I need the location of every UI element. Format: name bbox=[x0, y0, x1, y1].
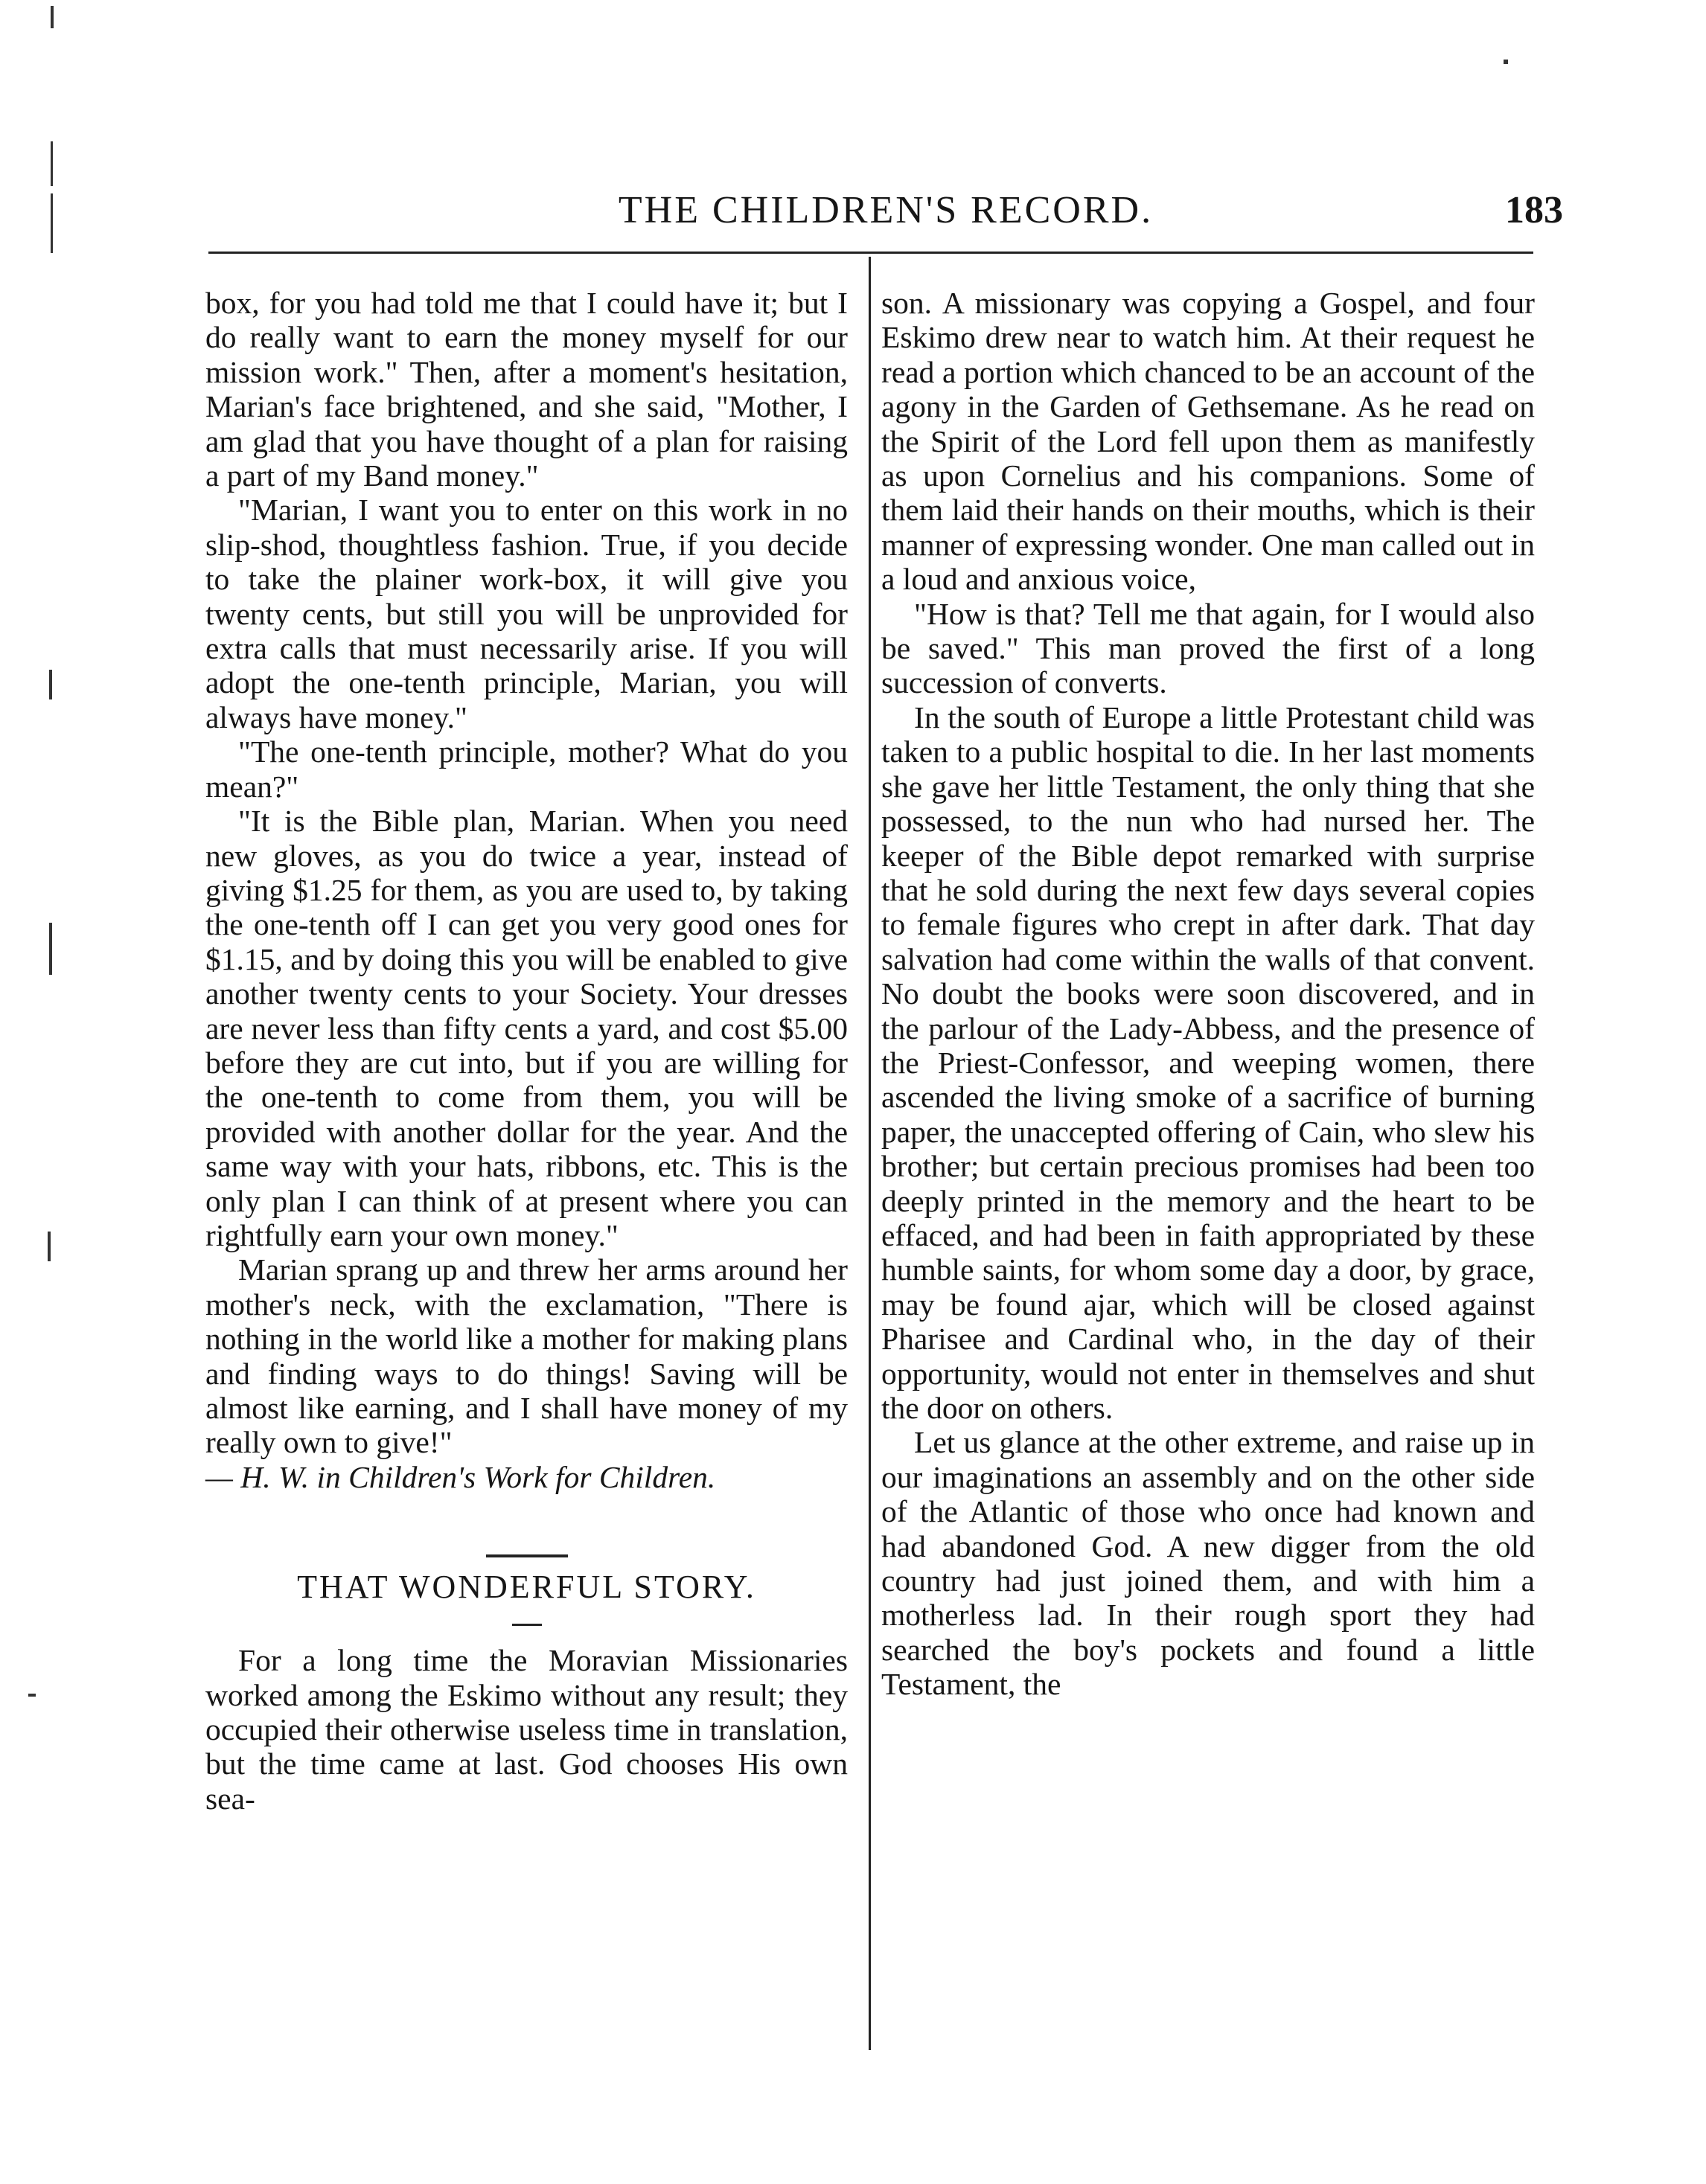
column-rule bbox=[869, 257, 871, 2050]
title-divider bbox=[205, 1610, 848, 1633]
paragraph: "Marian, I want you to enter on this work in no slip-shod, thoughtless fashion. True, if you decide to take the plainer work-box, it will give you twenty cents, but still you will be unprovided for extra calls that must necessarily arise. If you will adopt the one-tenth principle, Marian, you will always have money." bbox=[205, 493, 848, 734]
section-divider bbox=[205, 1537, 848, 1567]
page-header bbox=[208, 185, 1563, 244]
paragraph: box, for you had told me that I could have it; but I do really want to earn the money myself for our mission work." Then, after a moment's hesitation, Marian's face brightened, and she said, "Mother, I am glad that you have thought of a plan for raising a part of my Band money." bbox=[205, 286, 848, 493]
margin-mark bbox=[1504, 60, 1508, 64]
margin-mark bbox=[49, 923, 52, 975]
header-rule bbox=[208, 252, 1533, 254]
signature: — H. W. in Children's Work for Children. bbox=[205, 1459, 716, 1494]
paragraph: "The one-tenth principle, mother? What do you mean?" bbox=[205, 734, 848, 804]
page-number: 183 bbox=[1505, 189, 1563, 231]
right-column bbox=[881, 286, 1535, 1702]
margin-mark bbox=[51, 6, 54, 28]
margin-mark bbox=[51, 141, 53, 186]
paragraph: son. A missionary was copying a Gospel, and four Eskimo drew near to watch him. At their request he read a portion which chanced to be an account of the agony in the Garden of Gethsemane. As he read on the Spirit of the Lord fell upon them as manifestly as upon Cornelius and his companions. Some of them laid their hands on their mouths, which is their manner of expressing wonder. One man called out in a loud and anxious voice, bbox=[881, 286, 1535, 597]
margin-mark bbox=[28, 1694, 36, 1697]
paragraph: "It is the Bible plan, Marian. When you need new gloves, as you do twice a year, instead of giving $1.25 for them, as you are used to, by taking the one-tenth off I can get you very good ones for $1.15, and by doing this you will be enabled to give another twenty cents to your Society. Your dresses are never less than fifty cents a yard, and cost $5.00 before they are cut into, but if you are willing for the one-tenth to come from them, you will be provided with another dollar for the year. And the same way with your hats, ribbons, etc. This is the only plan I can think of at present where you can rightfully earn your own money." bbox=[205, 804, 848, 1252]
paragraph: "How is that? Tell me that again, for I would also be saved." This man proved the first of a long succession of converts. bbox=[881, 596, 1535, 700]
section-title: THAT WONDERFUL STORY. bbox=[297, 1569, 756, 1606]
margin-mark bbox=[49, 670, 52, 699]
paragraph: Marian sprang up and threw her arms around her mother's neck, with the exclamation, "There is nothing in the world like a mother for making plans and finding ways to do things! Saving will be almost like earning, and I shall have money of my really own to give!" bbox=[205, 1252, 848, 1460]
margin-mark bbox=[51, 193, 53, 253]
running-title: THE CHILDREN'S RECORD. bbox=[618, 189, 1154, 231]
paragraph: Let us glance at the other extreme, and raise up in our imaginations an assembly and on the other side of the Atlantic of those who once had known and had abandoned God. A new digger from the old country had just joined them, and with him a motherless lad. In their rough sport they had searched the boy's pockets and found a little Testament, the bbox=[881, 1425, 1535, 1702]
paragraph: In the south of Europe a little Protestant child was taken to a public hospital to die. In her last moments she gave her little Testament, the only thing that she possessed, to the nun who had nursed her. The keeper of the Bible depot remarked with surprise that he sold during the next few days several copies to female figures who crept in after dark. That day salvation had come within the walls of that convent. No doubt the books were soon discovered, and in the parlour of the Lady-Abbess, and the presence of the Priest-Confessor, and weeping women, there ascended the living smoke of a sacrifice of burning paper, the unaccepted offering of Cain, who slew his brother; but certain precious promises had been too deeply printed in the memory and the heart to be effaced, and had been in faith appropriated by these humble saints, for whom some day a door, by grace, may be found ajar, which will be closed against Pharisee and Cardinal who, in the day of their opportunity, would not enter in themselves and shut the door on others. bbox=[881, 699, 1535, 1425]
paragraph: For a long time the Moravian Missionaries worked among the Eskimo without any result; they occupied their otherwise useless time in translation, but the time came at last. God chooses His own sea- bbox=[205, 1643, 848, 1816]
left-column bbox=[205, 286, 848, 1816]
margin-mark bbox=[48, 1232, 51, 1261]
